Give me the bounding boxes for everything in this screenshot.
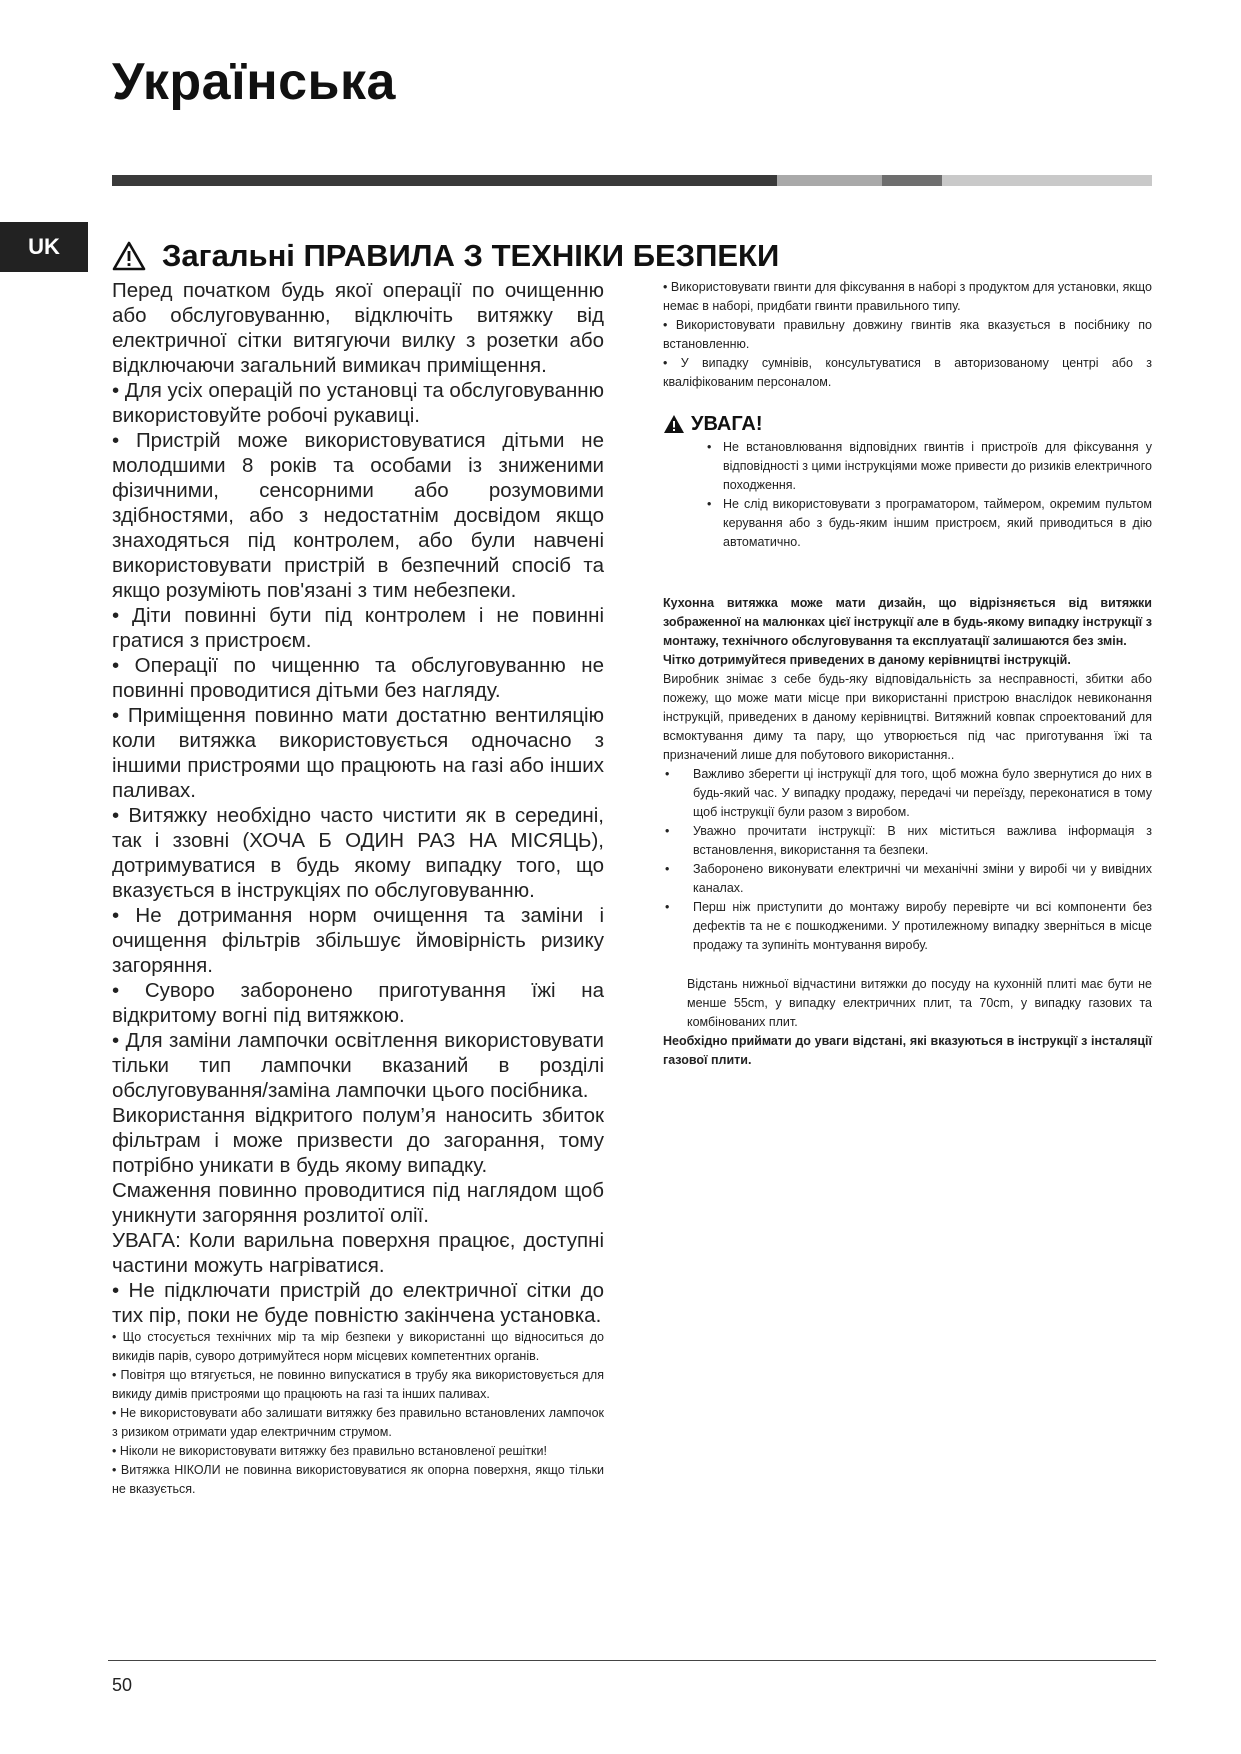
safety-paragraph: • Не дотримання норм очищення та заміни і очищення фільтрів збільшує ймовірність ризику загоряння. xyxy=(112,904,604,977)
safety-paragraph: • Для усіх операцій по установці та обслуговуванню використовуйте робочі рукавиці. xyxy=(112,379,604,427)
footer-divider xyxy=(108,1660,1156,1661)
language-badge: UK xyxy=(0,222,88,272)
right-column xyxy=(663,278,1152,1070)
warning-triangle-filled-icon xyxy=(663,414,685,434)
safety-paragraph: Смаження повинно проводитися під наглядом щоб уникнути загоряння розлитої олії. xyxy=(112,1179,604,1227)
screw-paragraph: • У випадку сумнівів, консультуватися в авторизованому центрі або з кваліфікованим персоналом. xyxy=(663,356,1152,389)
distance-note: Відстань нижньої відчастини витяжки до посуду на кухонній плиті має бути не менше 55cm, у випадку електричних плит, та 70cm, у випадку газових та комбінованих плит. xyxy=(687,977,1152,1029)
header-bar-light xyxy=(777,175,882,186)
section-heading xyxy=(112,238,779,274)
safety-small-paragraph: • Що стосується технічних мір та мір безпеки у використанні що відноситься до викидів парів, суворо дотримуйтеся норм місцевих компетентних органів. xyxy=(112,1330,604,1363)
warning-triangle-outline-icon xyxy=(112,240,146,272)
instructions-list-item: • Перш ніж приступити до монтажу виробу перевірте чи всі компоненти без дефектів та не є пошкодженими. У протилежному випадку зверніться в місце продажу та зупиніть монтування виробу. xyxy=(663,898,1152,955)
instructions-list xyxy=(663,765,1152,955)
section-title: Загальні ПРАВИЛА З ТЕХНІКИ БЕЗПЕКИ xyxy=(162,238,780,273)
safety-paragraph: • Витяжку необхідно часто чистити як в середині, так і ззовні (ХОЧА Б ОДИН РАЗ НА МІСЯЦЬ), дотримуватися в будь якому випадку того, що вказується в інструкціях по обслуговуванню. xyxy=(112,804,604,902)
safety-paragraph: Перед початком будь якої операції по очищенню або обслуговуванню, відключіть витяжку від електричної сітки витягуючи вилку з розетки або відключаючи загальний вимикач приміщення. xyxy=(112,279,604,377)
header-bar-dark xyxy=(112,175,777,186)
safety-paragraph: • Суворо заборонено приготування їжі на відкритому вогні під витяжкою. xyxy=(112,979,604,1027)
follow-instructions-note: Чітко дотримуйтеся приведених в даному керівництві інструкцій. xyxy=(663,653,1071,667)
design-note: Кухонна витяжка може мати дизайн, що відрізняється від витяжки зображенної на малюнках цієї інструкції але в будь-якому випадку інструкції з монтажу, технічного обслуговування та експлуатації залишаются без змін. xyxy=(663,596,1152,648)
gas-note: Необхідно приймати до уваги відстані, які вказуються в інструкції з інсталяції газової плити. xyxy=(663,1034,1152,1067)
manufacturer-note: Виробник знімає з себе будь-яку відповідальність за несправності, збитки або пожежу, що може мати місце при використанні пристрою внаслідок невиконання інструкцій, приведених в даному керівництві. Витяжний ковпак спроектований для всмоктування диму та пару, що утворюється під час приготування їжі та призначений лише для побутового використання.. xyxy=(663,672,1152,762)
instructions-list-item: • Заборонено виконувати електричні чи механічні зміни у виробі чи у вивідних каналах. xyxy=(663,860,1152,898)
safety-paragraph: • Не підключати пристрій до електричної сітки до тих пір, поки не буде повністю закінчена установка. xyxy=(112,1279,604,1327)
warning-heading xyxy=(663,414,1152,434)
safety-paragraph: • Приміщення повинно мати достатню вентиляцію коли витяжка використовується одночасно з іншими пристроями що працюють на газі або інших паливах. xyxy=(112,704,604,802)
safety-paragraph: Використання відкритого полум’я наносить збиток фільтрам і може призвести до загорання, тому потрібно уникати в будь якому випадку. xyxy=(112,1104,604,1177)
screw-paragraph: • Використовувати правильну довжину гвинтів яка вказується в посібнику по встановленню. xyxy=(663,318,1152,351)
safety-paragraph: • Операції по чищенню та обслуговуванню не повинні проводитися дітьми без нагляду. xyxy=(112,654,604,702)
warning-list xyxy=(663,438,1152,552)
instructions-list-item: • Уважно прочитати інструкції: В них міститься важлива інформація з встановлення, використання та безпеки. xyxy=(663,822,1152,860)
header-bar-pale xyxy=(942,175,1152,186)
header-bar-mid xyxy=(882,175,942,186)
instructions-list-item: • Важливо зберегти ці інструкції для того, щоб можна було звернутися до них в будь-який час. У випадку продажу, передачі чи переїзду, переконатися в тому щоб інструкції були разом з виробом. xyxy=(663,765,1152,822)
safety-paragraph: УВАГА: Коли варильна поверхня працює, доступні частини можуть нагріватися. xyxy=(112,1229,604,1277)
warning-list-item: • Не встановлювання відповідних гвинтів і пристроїв для фіксування у відповідності з цими інструкціями може привести до ризиків електричного походження. xyxy=(707,438,1152,495)
safety-paragraph: • Пристрій може використовуватися дітьми не молодшими 8 років та особами із зниженими фізичними, сенсорними або розумовими здібностями, або з недостатнім досвідом якщо знаходяться під контролем, або були навчені використовувати пристрій в безпечний спосіб та якщо розуміють пов'язані з тим небезпеки. xyxy=(112,429,604,602)
safety-paragraph: • Для заміни лампочки освітлення використовувати тільки тип лампочки вказаний в розділі обслуговування/заміна лампочки цього посібника. xyxy=(112,1029,604,1102)
safety-small-paragraph: • Ніколи не використовувати витяжку без правильно встановленої решітки! xyxy=(112,1444,547,1458)
safety-paragraph: • Діти повинні бути під контролем і не повинні гратися з пристроєм. xyxy=(112,604,604,652)
safety-small-paragraph: • Витяжка НІКОЛИ не повинна використовуватися як опорна поверхня, якщо тільки не вказується. xyxy=(112,1463,604,1496)
screw-paragraph: • Використовувати гвинти для фіксування в наборі з продуктом для установки, якщо немає в наборі, придбати гвинти правильного типу. xyxy=(663,280,1152,313)
left-column xyxy=(112,278,604,1499)
language-title: Українська xyxy=(112,53,396,111)
safety-small-paragraph: • Не використовувати або залишати витяжку без правильно встановлених лампочок з ризиком отримати удар електричним струмом. xyxy=(112,1406,604,1439)
warning-list-item: • Не слід використовувати з програматором, таймером, окремим пультом керування або з будь-яким іншим пристроєм, який приводиться в дію автоматично. xyxy=(707,495,1152,552)
safety-small-paragraph: • Повітря що втягується, не повинно випускатися в трубу яка використовується для викиду димів пристроями що працюють на газі та інших паливах. xyxy=(112,1368,604,1401)
page-number: 50 xyxy=(112,1675,133,1695)
warning-title: УВАГА! xyxy=(691,412,763,435)
